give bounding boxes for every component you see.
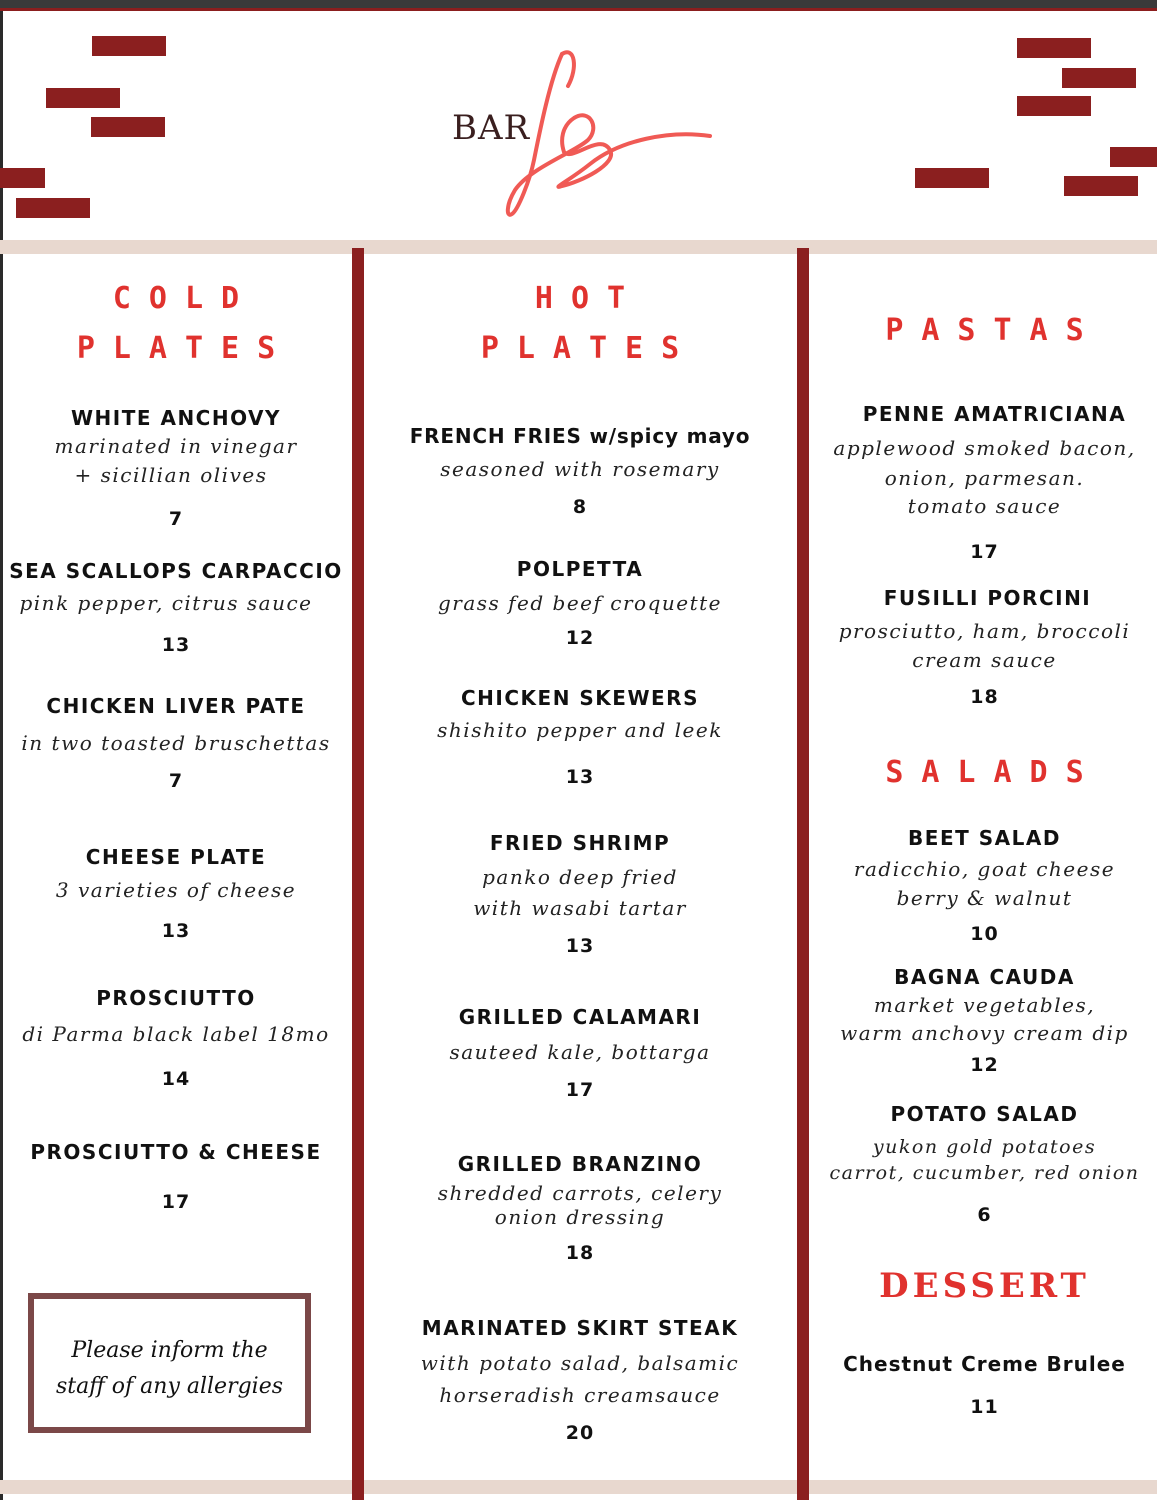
menu-item-description: pink pepper, citrus sauce bbox=[19, 591, 313, 615]
cold-plates-heading-line2: PLATES bbox=[76, 331, 294, 366]
cold-plates-heading-line1: COLD bbox=[112, 281, 258, 316]
menu-item-description: di Parma black label 18mo bbox=[22, 1022, 330, 1046]
menu-item-description: tomato sauce bbox=[907, 494, 1062, 518]
menu-item-description: horseradish creamsauce bbox=[439, 1383, 721, 1407]
menu-item-name: MARINATED SKIRT STEAK bbox=[421, 1316, 739, 1340]
menu-item-price: 12 bbox=[565, 627, 595, 649]
column-divider-left bbox=[352, 248, 364, 1500]
menu-item-name: SEA SCALLOPS CARPACCIO bbox=[9, 559, 343, 583]
menu-item-name: FRENCH FRIES w/spicy mayo bbox=[409, 424, 751, 448]
menu-item-description: with wasabi tartar bbox=[473, 896, 687, 920]
menu-item-name: CHICKEN SKEWERS bbox=[461, 686, 699, 710]
menu-item-price: 13 bbox=[161, 920, 191, 942]
menu-item-price: 7 bbox=[168, 770, 184, 792]
menu-item-description: carrot, cucumber, red onion bbox=[829, 1162, 1140, 1184]
dessert-heading: DESSERT bbox=[879, 1266, 1090, 1306]
menu-item-price: 6 bbox=[977, 1204, 992, 1226]
menu-item-description: in two toasted bruschettas bbox=[21, 731, 331, 755]
menu-item-price: 7 bbox=[168, 508, 184, 530]
menu-item-description: sauteed kale, bottarga bbox=[449, 1040, 711, 1064]
menu-item-price: 13 bbox=[565, 766, 595, 788]
page-border-left bbox=[0, 0, 3, 1500]
menu-item-description: prosciutto, ham, broccoli bbox=[838, 619, 1131, 643]
menu-item-description: grass fed beef croquette bbox=[437, 591, 723, 615]
menu-item-description: radicchio, goat cheese bbox=[853, 857, 1116, 881]
menu-item-price: 13 bbox=[565, 935, 595, 957]
menu-item-description: seasoned with rosemary bbox=[440, 457, 720, 481]
menu-item-description: + sicillian olives bbox=[74, 463, 268, 487]
pastas-salads-column bbox=[812, 0, 1157, 1500]
menu-item-description: yukon gold potatoes bbox=[872, 1136, 1097, 1158]
menu-item-price: 18 bbox=[970, 686, 999, 708]
menu-item-description: with potato salad, balsamic bbox=[420, 1351, 740, 1375]
logo-bar-text: BAR bbox=[452, 108, 531, 148]
menu-item-price: 17 bbox=[565, 1079, 595, 1101]
menu-item-price: 10 bbox=[970, 923, 999, 945]
menu-item-name: PROSCIUTTO & CHEESE bbox=[30, 1140, 322, 1164]
menu-item-name: PROSCIUTTO bbox=[96, 986, 256, 1010]
menu-item-price: 17 bbox=[161, 1191, 191, 1213]
menu-item-name: POLPETTA bbox=[516, 557, 644, 581]
menu-item-price: 20 bbox=[565, 1422, 595, 1444]
menu-item-name: BEET SALAD bbox=[908, 826, 1061, 850]
allergy-notice-box bbox=[28, 1293, 311, 1433]
hot-plates-column bbox=[366, 0, 794, 1500]
column-divider-right bbox=[797, 248, 809, 1500]
menu-item-description: marinated in vinegar bbox=[54, 434, 298, 458]
menu-item-price: 12 bbox=[970, 1054, 999, 1076]
hot-plates-heading-line1: HOT bbox=[534, 281, 644, 316]
menu-item-name: POTATO SALAD bbox=[890, 1102, 1079, 1126]
hot-plates-heading-line2: PLATES bbox=[480, 331, 698, 366]
cold-plates-column bbox=[6, 0, 346, 1500]
menu-item-description: onion dressing bbox=[494, 1205, 666, 1229]
menu-item-name: FUSILLI PORCINI bbox=[883, 586, 1092, 610]
menu-item-description: warm anchovy cream dip bbox=[840, 1021, 1129, 1045]
menu-item-description: shredded carrots, celery bbox=[437, 1181, 723, 1205]
menu-item-name: Chestnut Creme Brulee bbox=[843, 1352, 1126, 1376]
allergy-notice-line1: Please inform the bbox=[71, 1338, 268, 1363]
menu-item-price: 11 bbox=[970, 1396, 999, 1418]
menu-item-name: CHEESE PLATE bbox=[85, 845, 267, 869]
menu-item-description: panko deep fried bbox=[482, 865, 678, 889]
menu-item-price: 8 bbox=[572, 496, 588, 518]
menu-item-name: GRILLED CALAMARI bbox=[458, 1005, 702, 1029]
menu-item-description: applewood smoked bacon, bbox=[833, 436, 1136, 460]
menu-item-name: PENNE AMATRICIANA bbox=[862, 402, 1127, 426]
menu-item-description: shishito pepper and leek bbox=[437, 718, 723, 742]
menu-item-description: onion, parmesan. bbox=[884, 466, 1085, 490]
menu-item-name: GRILLED BRANZINO bbox=[457, 1152, 703, 1176]
menu-item-description: berry & walnut bbox=[896, 886, 1073, 910]
salads-heading: SALADS bbox=[885, 755, 1102, 790]
menu-item-name: CHICKEN LIVER PATE bbox=[46, 694, 306, 718]
menu-item-price: 17 bbox=[970, 541, 999, 563]
menu-item-description: cream sauce bbox=[912, 648, 1057, 672]
allergy-notice-line2: staff of any allergies bbox=[55, 1374, 284, 1399]
menu-item-name: BAGNA CAUDA bbox=[894, 965, 1075, 989]
menu-item-price: 18 bbox=[565, 1242, 595, 1264]
menu-item-description: 3 varieties of cheese bbox=[55, 878, 297, 902]
menu-item-name: WHITE ANCHOVY bbox=[70, 406, 282, 430]
menu-item-price: 14 bbox=[161, 1068, 191, 1090]
menu-item-price: 13 bbox=[161, 634, 191, 656]
pastas-heading: PASTAS bbox=[885, 313, 1102, 348]
menu-item-name: FRIED SHRIMP bbox=[489, 831, 671, 855]
menu-item-description: market vegetables, bbox=[873, 993, 1096, 1017]
